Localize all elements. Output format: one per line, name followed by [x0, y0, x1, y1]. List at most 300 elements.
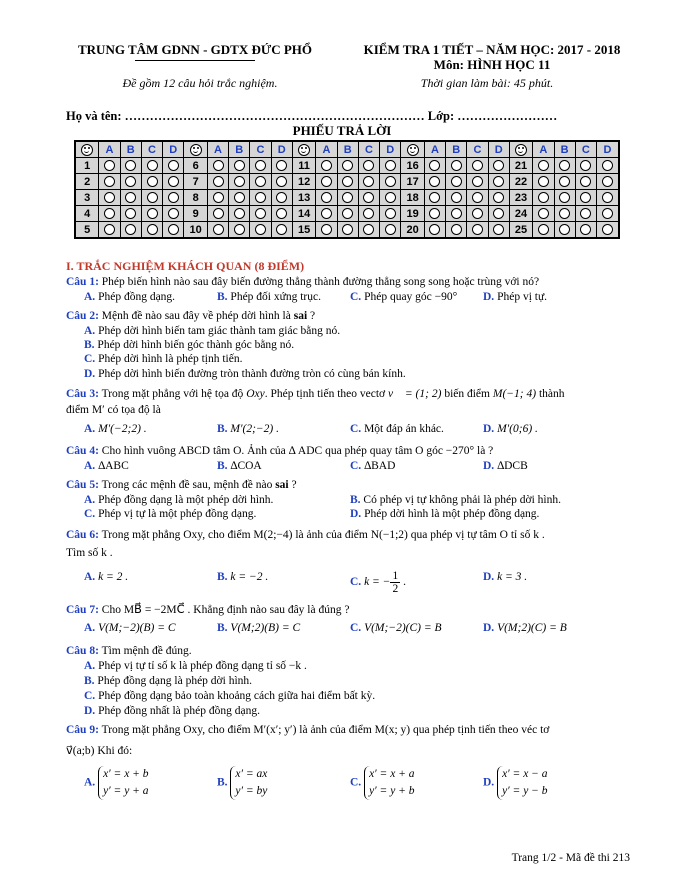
question-number: 6 [184, 158, 207, 174]
option-a[interactable]: A. M′(−2;2) . [84, 423, 147, 435]
answer-bubble[interactable] [493, 176, 504, 187]
option-header: B [229, 141, 250, 158]
answer-bubble[interactable] [276, 208, 287, 219]
option-d[interactable]: D. Phép dời hình là một phép đồng dạng. [350, 508, 540, 520]
answer-bubble-cell[interactable] [207, 158, 228, 174]
answer-bubble[interactable] [342, 176, 353, 187]
smiley-icon [298, 144, 310, 156]
answer-bubble-cell[interactable] [467, 190, 488, 206]
answer-bubble-cell[interactable] [358, 158, 379, 174]
answer-bubble-cell[interactable] [467, 174, 488, 190]
option-c[interactable]: C. Một đáp án khác. [350, 423, 444, 435]
answer-bubble-cell[interactable] [163, 190, 184, 206]
option-header: A [424, 141, 445, 158]
answer-bubble[interactable] [255, 176, 266, 187]
option-b[interactable]: B. Phép đối xứng trục. [217, 291, 321, 303]
answer-bubble[interactable] [342, 160, 353, 171]
question-9-line2: v⃗(a;b) Khi đó: [66, 745, 133, 757]
answer-bubble-cell[interactable] [316, 174, 337, 190]
question-5: Câu 5: Trong các mệnh đề sau, mệnh đề nào sai ? [66, 479, 297, 491]
answer-bubble-cell[interactable] [533, 190, 554, 206]
answer-bubble[interactable] [234, 176, 245, 187]
answer-bubble[interactable] [472, 192, 483, 203]
option-b[interactable]: B. x′ = ax y′ = by [217, 766, 267, 800]
answer-bubble-cell[interactable] [533, 206, 554, 222]
answer-bubble-cell[interactable] [467, 206, 488, 222]
answer-bubble-cell[interactable] [207, 206, 228, 222]
question-number: 11 [292, 158, 315, 174]
question-number: 7 [184, 174, 207, 190]
answer-bubble-cell[interactable] [163, 222, 184, 239]
question-number: 9 [184, 206, 207, 222]
answer-bubble[interactable] [104, 192, 115, 203]
answer-bubble-cell[interactable] [229, 174, 250, 190]
answer-bubble-cell[interactable] [358, 174, 379, 190]
option-b[interactable]: B. Phép dời hình biến góc thành góc bằng nó. [84, 339, 295, 351]
answer-bubble-cell[interactable] [358, 206, 379, 222]
answer-bubble[interactable] [234, 208, 245, 219]
answer-bubble-cell[interactable] [271, 158, 292, 174]
question-number: 10 [184, 222, 207, 239]
option-c[interactable]: C. k = − $\frac{1}{2}$ . [350, 570, 406, 595]
answer-bubble-cell[interactable] [141, 206, 162, 222]
answer-bubble-cell[interactable] [337, 190, 358, 206]
answer-bubble-cell[interactable] [575, 158, 596, 174]
question-count-note: Đề gồm 12 câu hỏi trắc nghiệm. [122, 76, 278, 90]
answer-bubble-cell[interactable] [380, 158, 401, 174]
answer-bubble-cell[interactable] [207, 174, 228, 190]
answer-bubble[interactable] [493, 160, 504, 171]
option-b[interactable]: B. V(M;2)(B) = C [217, 622, 301, 634]
answer-bubble[interactable] [451, 160, 462, 171]
smiley-icon [401, 141, 424, 158]
answer-bubble[interactable] [472, 224, 483, 235]
option-d[interactable]: D. M′(0;6) . [483, 423, 538, 435]
option-c[interactable]: C. Phép quay góc −90° [350, 291, 458, 303]
answer-bubble[interactable] [125, 208, 136, 219]
answer-bubble-cell[interactable] [533, 222, 554, 239]
answer-bubble[interactable] [147, 160, 158, 171]
answer-bubble-cell[interactable] [229, 158, 250, 174]
answer-bubble-cell[interactable] [597, 206, 619, 222]
answer-bubble[interactable] [104, 208, 115, 219]
option-header: C [467, 141, 488, 158]
answer-bubble[interactable] [602, 176, 613, 187]
answer-bubble[interactable] [493, 192, 504, 203]
answer-bubble[interactable] [472, 208, 483, 219]
answer-bubble[interactable] [580, 224, 591, 235]
answer-bubble[interactable] [168, 224, 179, 235]
option-c[interactable]: C. V(M;−2)(C) = B [350, 622, 442, 634]
answer-bubble[interactable] [363, 192, 374, 203]
answer-bubble-cell[interactable] [358, 222, 379, 239]
answer-bubble[interactable] [559, 208, 570, 219]
answer-bubble[interactable] [255, 224, 266, 235]
answer-bubble-cell[interactable] [271, 190, 292, 206]
option-header: B [554, 141, 575, 158]
answer-bubble-cell[interactable] [163, 174, 184, 190]
answer-bubble[interactable] [602, 208, 613, 219]
option-header: C [575, 141, 596, 158]
answer-bubble[interactable] [385, 160, 396, 171]
answer-grid-row [75, 206, 619, 222]
answer-bubble[interactable] [429, 208, 440, 219]
answer-bubble[interactable] [385, 176, 396, 187]
answer-bubble[interactable] [147, 208, 158, 219]
answer-bubble-cell[interactable] [597, 158, 619, 174]
answer-bubble[interactable] [125, 160, 136, 171]
answer-bubble-cell[interactable] [488, 158, 509, 174]
answer-bubble[interactable] [559, 160, 570, 171]
answer-bubble[interactable] [125, 224, 136, 235]
option-c[interactable]: C. Phép đồng dạng bảo toàn khoảng cách giữa hai điểm bất kỳ. [84, 690, 376, 702]
answer-bubble-cell[interactable] [120, 206, 141, 222]
answer-bubble[interactable] [451, 224, 462, 235]
answer-bubble[interactable] [168, 208, 179, 219]
option-a[interactable]: A. V(M;−2)(B) = C [84, 622, 176, 634]
option-header: B [446, 141, 467, 158]
option-a[interactable]: A. Phép đồng dạng là một phép dời hình. [84, 494, 274, 506]
smiley-icon [75, 141, 99, 158]
option-a[interactable]: A. Phép đồng dạng. [84, 291, 176, 303]
answer-bubble[interactable] [559, 192, 570, 203]
answer-bubble-cell[interactable] [446, 174, 467, 190]
answer-bubble-cell[interactable] [446, 158, 467, 174]
smiley-icon [407, 144, 419, 156]
question-number: 17 [401, 174, 424, 190]
answer-bubble-cell[interactable] [99, 206, 120, 222]
answer-bubble-cell[interactable] [597, 222, 619, 239]
question-number: 22 [509, 174, 532, 190]
answer-bubble[interactable] [147, 176, 158, 187]
answer-bubble[interactable] [580, 192, 591, 203]
answer-bubble-cell[interactable] [250, 174, 271, 190]
answer-bubble-cell[interactable] [99, 158, 120, 174]
answer-bubble[interactable] [342, 224, 353, 235]
option-header: B [337, 141, 358, 158]
answer-bubble-cell[interactable] [120, 222, 141, 239]
option-header: C [358, 141, 379, 158]
answer-bubble[interactable] [363, 224, 374, 235]
answer-bubble-cell[interactable] [229, 222, 250, 239]
answer-bubble-cell[interactable] [120, 158, 141, 174]
question-number: 16 [401, 158, 424, 174]
answer-bubble[interactable] [104, 160, 115, 171]
question-number: 13 [292, 190, 315, 206]
answer-bubble-cell[interactable] [271, 222, 292, 239]
answer-bubble[interactable] [234, 224, 245, 235]
answer-bubble-cell[interactable] [250, 158, 271, 174]
answer-bubble[interactable] [493, 208, 504, 219]
option-d[interactable]: D. ∆DCB [483, 460, 528, 472]
answer-bubble[interactable] [168, 192, 179, 203]
answer-bubble[interactable] [493, 224, 504, 235]
answer-bubble[interactable] [451, 208, 462, 219]
answer-bubble-cell[interactable] [446, 206, 467, 222]
answer-bubble-cell[interactable] [99, 174, 120, 190]
answer-bubble-cell[interactable] [316, 158, 337, 174]
smiley-icon [184, 141, 207, 158]
answer-bubble-cell[interactable] [488, 222, 509, 239]
answer-bubble-cell[interactable] [120, 190, 141, 206]
option-c[interactable]: C. Phép vị tự là một phép đồng dạng. [84, 508, 257, 520]
answer-bubble[interactable] [538, 208, 549, 219]
answer-bubble-cell[interactable] [533, 158, 554, 174]
answer-bubble-cell[interactable] [141, 174, 162, 190]
answer-bubble-cell[interactable] [467, 158, 488, 174]
answer-bubble-cell[interactable] [141, 190, 162, 206]
answer-bubble[interactable] [580, 208, 591, 219]
answer-bubble[interactable] [321, 224, 332, 235]
question-number: 1 [75, 158, 99, 174]
question-number: 24 [509, 206, 532, 222]
answer-bubble-cell[interactable] [554, 174, 575, 190]
answer-bubble-cell[interactable] [120, 174, 141, 190]
option-d[interactable]: D. V(M;2)(C) = B [483, 622, 567, 634]
answer-bubble-cell[interactable] [250, 190, 271, 206]
answer-bubble[interactable] [451, 192, 462, 203]
exam-subject: Môn: HÌNH HỌC 11 [433, 57, 551, 72]
answer-bubble[interactable] [385, 208, 396, 219]
answer-bubble-cell[interactable] [250, 222, 271, 239]
answer-bubble-cell[interactable] [207, 190, 228, 206]
option-d[interactable]: D. Phép vị tự. [483, 291, 548, 303]
answer-bubble[interactable] [385, 192, 396, 203]
answer-bubble[interactable] [104, 224, 115, 235]
answer-bubble-cell[interactable] [446, 190, 467, 206]
answer-grid-header [75, 141, 619, 158]
answer-bubble-cell[interactable] [380, 190, 401, 206]
answer-bubble[interactable] [538, 224, 549, 235]
answer-bubble[interactable] [321, 160, 332, 171]
answer-bubble[interactable] [168, 160, 179, 171]
answer-bubble[interactable] [559, 176, 570, 187]
answer-bubble[interactable] [559, 224, 570, 235]
question-number: 19 [401, 206, 424, 222]
option-d[interactable]: D. x′ = x − a y′ = y − b [483, 766, 548, 800]
option-header: D [597, 141, 619, 158]
answer-bubble[interactable] [321, 208, 332, 219]
answer-bubble-cell[interactable] [337, 206, 358, 222]
answer-bubble-cell[interactable] [424, 174, 445, 190]
answer-bubble[interactable] [342, 192, 353, 203]
answer-bubble-cell[interactable] [141, 158, 162, 174]
answer-bubble[interactable] [276, 192, 287, 203]
question-number: 4 [75, 206, 99, 222]
answer-bubble[interactable] [363, 160, 374, 171]
answer-bubble[interactable] [321, 176, 332, 187]
answer-bubble-cell[interactable] [575, 222, 596, 239]
option-header: D [380, 141, 401, 158]
option-header: B [120, 141, 141, 158]
question-number: 23 [509, 190, 532, 206]
option-b[interactable]: B. Có phép vị tự không phải là phép dời hình. [350, 494, 561, 506]
answer-bubble[interactable] [342, 208, 353, 219]
option-c[interactable]: C. x′ = x + a y′ = y + b [350, 766, 415, 800]
exam-heading [342, 42, 642, 72]
answer-bubble[interactable] [429, 160, 440, 171]
option-c[interactable]: C. ∆BAD [350, 460, 396, 472]
answer-bubble-cell[interactable] [337, 222, 358, 239]
option-header: D [488, 141, 509, 158]
answer-bubble[interactable] [276, 160, 287, 171]
option-b[interactable]: B. k = −2 . [217, 571, 269, 583]
answer-bubble-cell[interactable] [554, 190, 575, 206]
answer-bubble[interactable] [213, 160, 224, 171]
answer-bubble[interactable] [472, 160, 483, 171]
option-b[interactable]: B. M′(2;−2) . [217, 423, 280, 435]
answer-bubble-cell[interactable] [250, 206, 271, 222]
answer-bubble[interactable] [168, 176, 179, 187]
answer-bubble[interactable] [255, 160, 266, 171]
answer-bubble-cell[interactable] [575, 206, 596, 222]
answer-bubble[interactable] [363, 208, 374, 219]
answer-bubble-cell[interactable] [163, 206, 184, 222]
answer-bubble-cell[interactable] [271, 206, 292, 222]
answer-grid-row [75, 158, 619, 174]
question-number: 3 [75, 190, 99, 206]
option-a[interactable]: A. Phép vị tự tỉ số k là phép đồng dạng tỉ số −k . [84, 660, 307, 672]
answer-bubble-cell[interactable] [488, 206, 509, 222]
answer-bubble[interactable] [125, 192, 136, 203]
answer-bubble[interactable] [213, 208, 224, 219]
answer-bubble[interactable] [451, 176, 462, 187]
answer-bubble-cell[interactable] [467, 222, 488, 239]
option-b[interactable]: B. ∆COA [217, 460, 262, 472]
answer-bubble[interactable] [602, 160, 613, 171]
answer-bubble-cell[interactable] [575, 174, 596, 190]
question-9-options [84, 766, 644, 806]
question-number: 5 [75, 222, 99, 239]
smiley-icon [81, 144, 93, 156]
answer-bubble[interactable] [276, 176, 287, 187]
school-name [50, 42, 340, 61]
answer-bubble-cell[interactable] [554, 206, 575, 222]
question-number: 18 [401, 190, 424, 206]
answer-bubble[interactable] [602, 224, 613, 235]
answer-bubble-cell[interactable] [554, 222, 575, 239]
answer-bubble[interactable] [234, 160, 245, 171]
option-a[interactable]: A. ∆ABC [84, 460, 129, 472]
answer-bubble[interactable] [538, 192, 549, 203]
answer-sheet-title: PHIẾU TRẢ LỜI [292, 123, 392, 138]
answer-bubble[interactable] [213, 224, 224, 235]
answer-bubble-cell[interactable] [424, 222, 445, 239]
smiley-icon [292, 141, 315, 158]
option-a[interactable]: A. k = 2 . [84, 571, 129, 583]
answer-bubble-cell[interactable] [380, 206, 401, 222]
answer-bubble[interactable] [538, 160, 549, 171]
answer-bubble-cell[interactable] [229, 206, 250, 222]
answer-bubble-cell[interactable] [380, 222, 401, 239]
answer-grid-row [75, 222, 619, 239]
answer-bubble-cell[interactable] [424, 158, 445, 174]
answer-bubble-cell[interactable] [533, 174, 554, 190]
question-6: Câu 6: Trong mặt phẳng Oxy, cho điểm M(2;−4) là ảnh của điểm N(−1;2) qua phép vị tự tâm O tỉ số k . [66, 529, 545, 541]
answer-bubble[interactable] [429, 224, 440, 235]
answer-bubble-cell[interactable] [99, 222, 120, 239]
question-9: Câu 9: Trong mặt phẳng Oxy, cho điểm M′(x′; y′) là ảnh của điểm M(x; y) qua phép tịnh tiến theo véc tơ [66, 724, 550, 736]
answer-bubble-cell[interactable] [337, 174, 358, 190]
answer-bubble[interactable] [255, 208, 266, 219]
answer-bubble[interactable] [538, 176, 549, 187]
answer-bubble-cell[interactable] [380, 174, 401, 190]
option-a[interactable]: A. Phép dời hình biến tam giác thành tam giác bằng nó. [84, 325, 341, 337]
answer-bubble-cell[interactable] [271, 174, 292, 190]
school-name-text: TRUNG TÂM GDNN - GDTX ĐỨC PHỔ [78, 42, 312, 57]
answer-bubble[interactable] [429, 176, 440, 187]
page-footer: Trang 1/2 - Mã đề thi 213 [511, 852, 630, 864]
answer-bubble-cell[interactable] [163, 158, 184, 174]
answer-grid-row [75, 174, 619, 190]
answer-bubble-cell[interactable] [316, 190, 337, 206]
answer-bubble[interactable] [580, 160, 591, 171]
answer-bubble[interactable] [147, 224, 158, 235]
answer-bubble-cell[interactable] [554, 158, 575, 174]
option-b[interactable]: B. Phép đồng dạng là phép dời hình. [84, 675, 253, 687]
answer-bubble[interactable] [276, 224, 287, 235]
answer-bubble-cell[interactable] [99, 190, 120, 206]
answer-sheet-grid [74, 140, 620, 239]
smiley-icon [515, 144, 527, 156]
option-d[interactable]: D. Phép dời hình biến đường tròn thành đường tròn có cùng bán kính. [84, 368, 406, 380]
answer-bubble[interactable] [429, 192, 440, 203]
question-3: Câu 3: Trong mặt phẳng với hệ tọa độ Oxy. Phép tịnh tiến theo vectơ v⃗ = (1; 2) biến điểm M(−1; 4) thành [66, 388, 565, 400]
answer-bubble-cell[interactable] [207, 222, 228, 239]
answer-bubble-cell[interactable] [446, 222, 467, 239]
answer-bubble[interactable] [213, 176, 224, 187]
answer-bubble[interactable] [125, 176, 136, 187]
answer-bubble[interactable] [321, 192, 332, 203]
answer-bubble[interactable] [234, 192, 245, 203]
option-d[interactable]: D. Phép đồng nhất là phép đồng dạng. [84, 705, 260, 717]
question-number: 2 [75, 174, 99, 190]
answer-bubble-cell[interactable] [229, 190, 250, 206]
section-title: I. TRẮC NGHIỆM KHÁCH QUAN (8 ĐIỂM) [66, 259, 305, 273]
answer-bubble-cell[interactable] [488, 190, 509, 206]
answer-bubble-cell[interactable] [575, 190, 596, 206]
answer-bubble[interactable] [213, 192, 224, 203]
answer-bubble-cell[interactable] [488, 174, 509, 190]
answer-bubble-cell[interactable] [141, 222, 162, 239]
answer-bubble-cell[interactable] [316, 206, 337, 222]
answer-bubble-cell[interactable] [597, 190, 619, 206]
option-d[interactable]: D. k = 3 . [483, 571, 528, 583]
answer-bubble-cell[interactable] [424, 206, 445, 222]
answer-bubble[interactable] [104, 176, 115, 187]
answer-bubble[interactable] [580, 176, 591, 187]
exam-title: KIỂM TRA 1 TIẾT – NĂM HỌC: 2017 - 2018 [363, 42, 621, 57]
answer-bubble[interactable] [385, 224, 396, 235]
answer-bubble[interactable] [255, 192, 266, 203]
option-a[interactable]: A. x′ = x + b y′ = y + a [84, 766, 149, 800]
student-info-line[interactable]: Họ và tên: ……………………………………………………………… Lớp: …………………… [66, 109, 558, 123]
answer-bubble[interactable] [602, 192, 613, 203]
answer-bubble-cell[interactable] [597, 174, 619, 190]
answer-bubble[interactable] [472, 176, 483, 187]
answer-bubble[interactable] [147, 192, 158, 203]
answer-bubble-cell[interactable] [316, 222, 337, 239]
answer-bubble-cell[interactable] [337, 158, 358, 174]
answer-bubble-cell[interactable] [424, 190, 445, 206]
option-c[interactable]: C. Phép dời hình là phép tịnh tiến. [84, 353, 243, 365]
question-1 [66, 275, 636, 289]
option-header: A [99, 141, 120, 158]
answer-bubble[interactable] [363, 176, 374, 187]
answer-bubble-cell[interactable] [358, 190, 379, 206]
header-underline [135, 60, 255, 61]
smiley-icon [509, 141, 532, 158]
